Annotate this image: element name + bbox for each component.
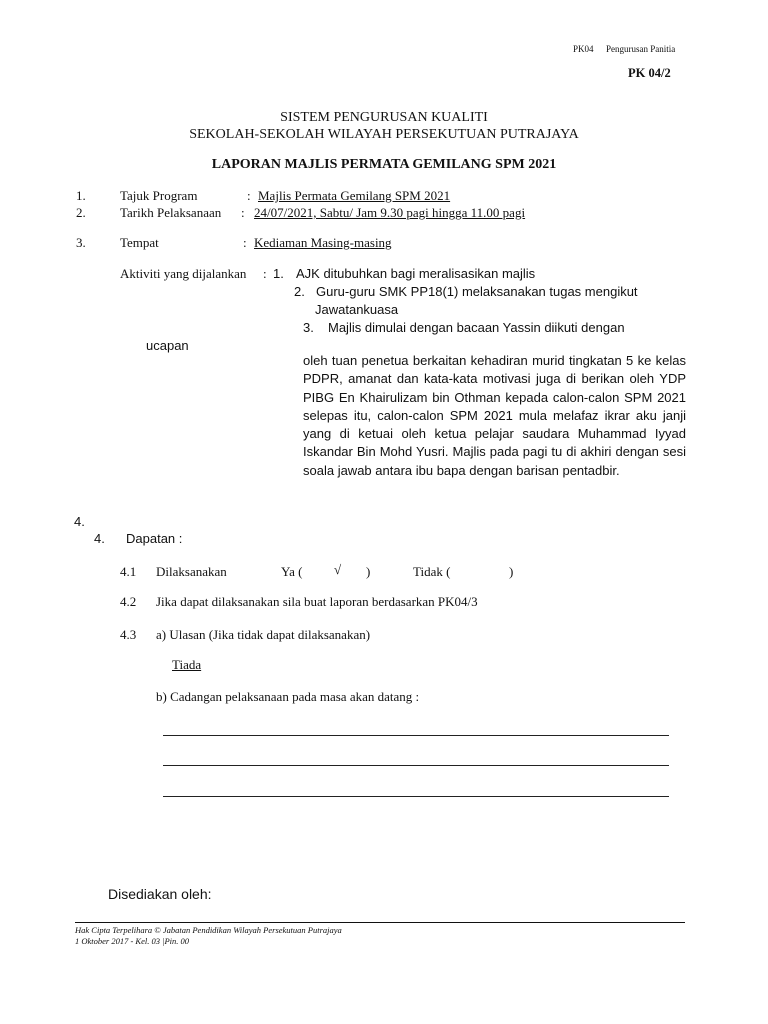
item-3-number: 3. xyxy=(76,235,86,250)
q43-a-answer: Tiada xyxy=(172,657,202,672)
q41-tidak-close: ) xyxy=(509,564,514,579)
title-line-2: SEKOLAH-SEKOLAH WILAYAH PERSEKUTUAN PUTRAJAYA xyxy=(189,127,579,142)
section-4-number-a: 4. xyxy=(74,514,85,529)
title-line-1: SISTEM PENGURUSAN KUALITI xyxy=(280,110,488,125)
q41-check-mark: √ xyxy=(334,562,342,577)
item-2-value: 24/07/2021, Sabtu/ Jam 9.30 pagi hingga 11.00 pagi xyxy=(254,205,526,220)
item-2-colon: : xyxy=(241,205,245,220)
q42-label: Jika dapat dilaksanakan sila buat laporan berdasarkan PK04/3 xyxy=(156,594,478,609)
activities-label: Aktiviti yang dijalankan xyxy=(120,266,247,281)
footer-version: 1 Oktober 2017 - Kel. 03 |Pin. 00 xyxy=(75,936,190,946)
answer-line-3 xyxy=(163,796,669,797)
q41-label: Dilaksanakan xyxy=(156,564,227,579)
answer-line-2 xyxy=(163,765,669,766)
item-3-value: Kediaman Masing-masing xyxy=(254,235,392,250)
item-1-colon: : xyxy=(247,188,251,203)
activity-2-number: 2. xyxy=(294,284,305,299)
item-3-colon: : xyxy=(243,235,247,250)
item-3-label: Tempat xyxy=(120,235,159,250)
item-2-label: Tarikh Pelaksanaan xyxy=(120,205,222,220)
footer-copyright: Hak Cipta Terpelihara © Jabatan Pendidikan Wilayah Persekutuan Putrajaya xyxy=(75,925,342,935)
item-1-value: Majlis Permata Gemilang SPM 2021 xyxy=(258,188,451,203)
q41-ya-close: ) xyxy=(366,564,371,579)
q41-ya: Ya ( xyxy=(281,564,303,579)
activity-3-word: ucapan xyxy=(146,338,189,353)
activity-2-text-line-1: Guru-guru SMK PP18(1) melaksanakan tugas mengikut xyxy=(316,284,638,299)
footer-divider xyxy=(75,922,685,923)
q43-a-label: a) Ulasan (Jika tidak dapat dilaksanakan) xyxy=(156,627,371,642)
item-1-label: Tajuk Program xyxy=(120,188,198,203)
form-name: Pengurusan Panitia xyxy=(606,44,676,54)
form-code: PK04 xyxy=(573,44,594,54)
section-4-label: Dapatan : xyxy=(126,531,183,546)
activity-2-text-line-2: Jawatankuasa xyxy=(315,302,399,317)
item-2-number: 2. xyxy=(76,205,86,220)
activity-3-number: 3. xyxy=(303,320,314,335)
answer-line-1 xyxy=(163,735,669,736)
q43-number: 4.3 xyxy=(120,627,137,642)
q41-tidak: Tidak ( xyxy=(413,564,451,579)
activity-1-number: 1. xyxy=(273,266,284,281)
q42-number: 4.2 xyxy=(120,594,137,609)
activity-1-text: AJK ditubuhkan bagi meralisasikan majlis xyxy=(296,266,536,281)
activity-3-paragraph: oleh tuan penetua berkaitan kehadiran murid tingkatan 5 ke kelas PDPR, amanat dan kata-kata motivasi juga di berikan oleh YDP PIBG En Khairulizam bin Othman kepada calon-calon SPM 2021 selepas itu, calon-calon SPM 2021 mula melafaz ikrar aku janji yang di ketuai oleh ketua pelajar saudara Muhammad Iyyad Iskandar Bin Mohd Yusri. Majlis pada pagi tu di akhiri dengan sesi soala jawab antara ibu bapa dengan barisan pentadbir. xyxy=(303,353,686,478)
q41-number: 4.1 xyxy=(120,564,137,579)
prepared-by-label: Disediakan oleh: xyxy=(108,886,212,902)
section-4-number-b: 4. xyxy=(94,531,105,546)
report-title: LAPORAN MAJLIS PERMATA GEMILANG SPM 2021 xyxy=(211,157,557,172)
doc-number: PK 04/2 xyxy=(628,66,671,80)
activity-3-text-line-1: Majlis dimulai dengan bacaan Yassin diikuti dengan xyxy=(328,320,625,335)
q43-b-label: b) Cadangan pelaksanaan pada masa akan datang : xyxy=(156,689,420,704)
activities-colon: : xyxy=(263,266,267,281)
item-1-number: 1. xyxy=(76,188,86,203)
